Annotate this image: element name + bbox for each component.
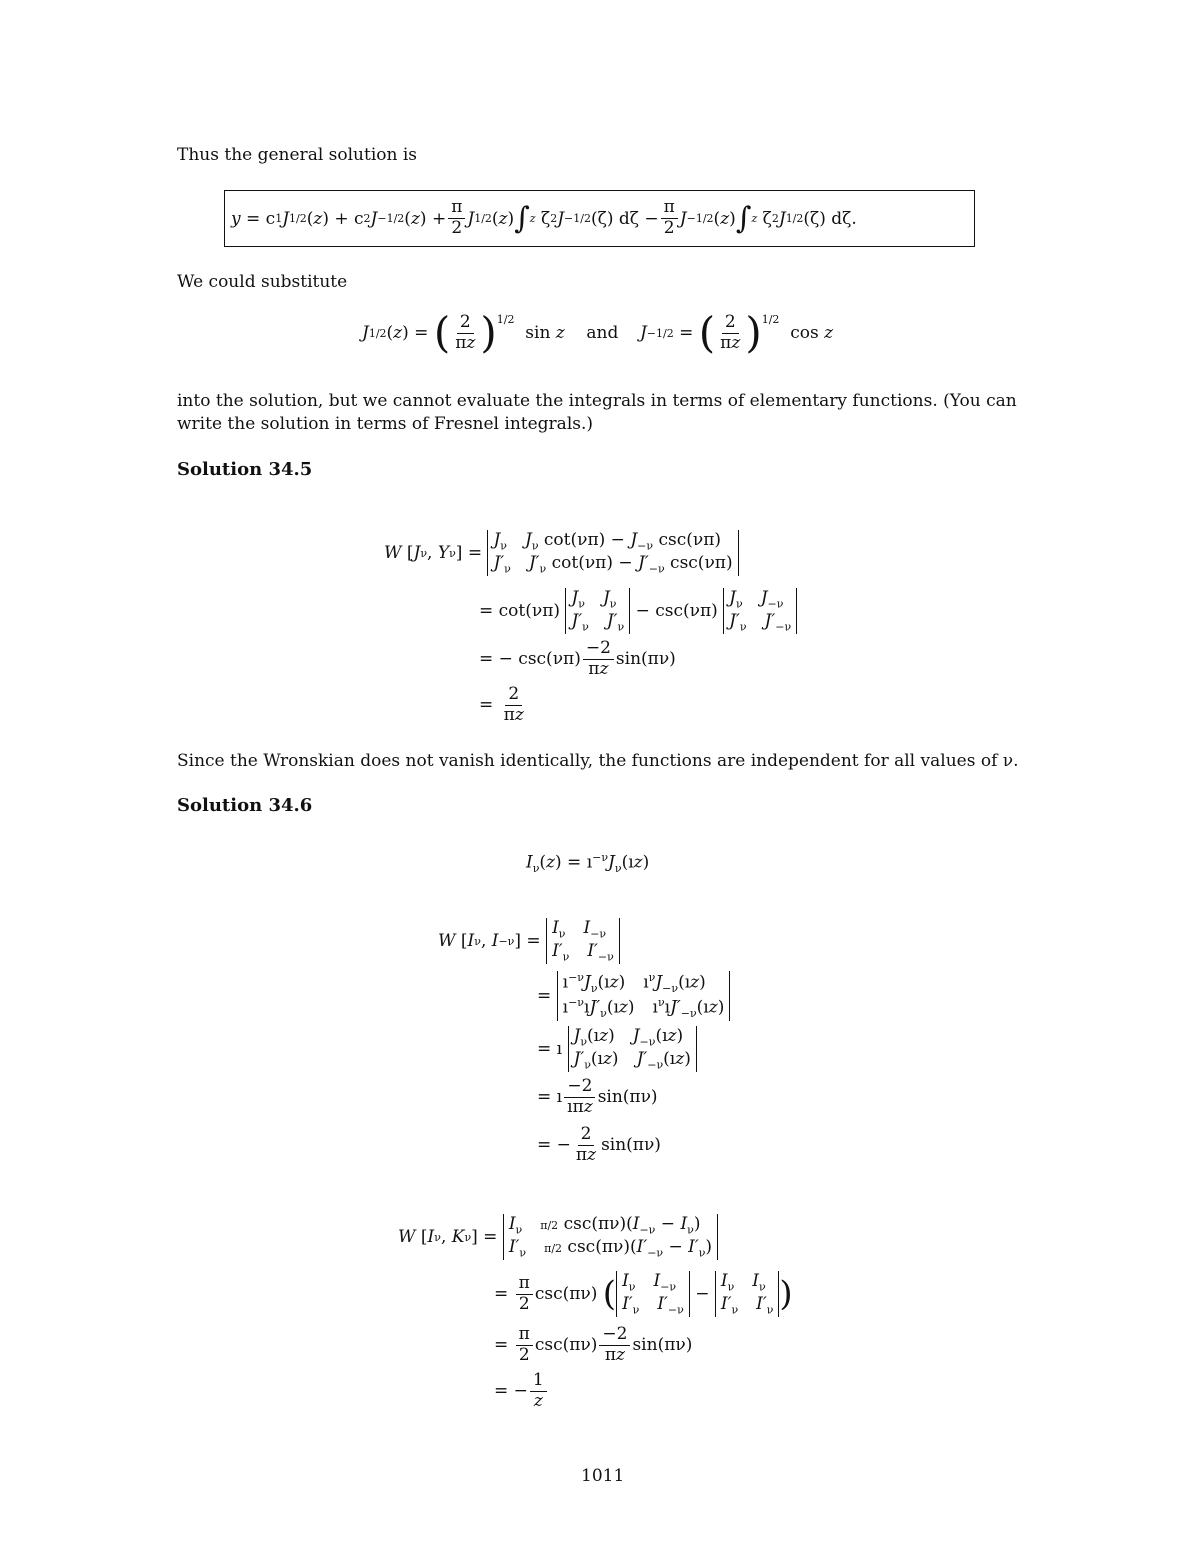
- substitute-text: We could substitute: [177, 272, 348, 292]
- wronskian-jy-line1: W [ J ν , Y ν ] = $J_\nu$ $J_\nu$ $\cot(\nu\pi) - J_{-\nu}$ csc(νπ) $J'_\nu$ $J'_\nu$ $\cot(\nu\pi) - J'_{-\nu}$ csc(νπ): [384, 530, 739, 576]
- integral-text-line1: into the solution, but we cannot evaluate the integrals in terms of elementary functions. (You can: [177, 391, 1017, 411]
- modified-bessel-definition: $I_\nu(z)$ = $ı^{-\nu}J_\nu(ız)$: [526, 851, 650, 876]
- wronskian-ik-line3: = $\frac{\pi}{2}$ csc(πν) $\frac{-2}{\pi z}$ sin(πν): [494, 1324, 693, 1365]
- wronskian-ii-line5: = − $\frac{2}{\pi z}$ sin(πν): [537, 1124, 661, 1165]
- page-number: 1011: [581, 1466, 625, 1486]
- integral-text-line2: write the solution in terms of Fresnel integrals.): [177, 414, 594, 434]
- wronskian-ii-line2: = $ı^{-\nu}J_\nu(ız)$ $ı^\nu J_{-\nu}(ız)$ $ı^{-\nu}ıJ'_\nu(ız)$ $ı^\nu ıJ'_{-\nu}(ız)$: [537, 971, 730, 1021]
- intro-text: Thus the general solution is: [177, 145, 418, 165]
- wronskian-ik-line2: = $\frac{\pi}{2}$ csc(πν) ( $I_\nu$ $I_{-\nu}$ $I'_\nu$ $I'_{-\nu}$ − $I_\nu$ $I_\nu$ $I'_\nu$ $I'_\nu$ ): [494, 1271, 793, 1317]
- wronskian-jy-line2: = cot(νπ) $J_\nu$ $J_\nu$ $J'_\nu$ $J'_\nu$ − csc(νπ) $J_\nu$ $J_{-\nu}$ $J'_\nu$ $J'_{-\nu}$: [479, 588, 797, 634]
- wronskian-ik-line1: W [ I ν , K ν ] = $I_\nu$ π/2 $\csc(\pi\nu)(I_{-\nu} - I_\nu)$ $I'_\nu$ π/2 $\csc(\pi\nu)(I'_{-\nu} - I'_\nu)$: [398, 1214, 718, 1260]
- wronskian-ii-line3: = ı $J_\nu(ız)$ $J_{-\nu}(ız)$ $J'_\nu(ız)$ $J'_{-\nu}(ız)$: [537, 1026, 697, 1072]
- wronskian-jy-line4: = $\frac{2}{\pi z}$: [479, 684, 524, 725]
- wronskian-ik-line4: = − $\frac{1}{z}$: [494, 1372, 549, 1411]
- solution-34-5-heading: Solution 34.5: [177, 459, 313, 480]
- wronskian-jy-line3: = − csc(νπ) $\frac{-2}{\pi z}$ sin(πν): [479, 638, 676, 679]
- general-solution-equation: y = c 1 J 1/2 ( z ) + c 2 J −1/2 ( z ) + $\frac{\pi}{2}$ J 1/2 ( z ) ∫ z ζ 2 J −1/2 (ζ) dζ − $\frac{\pi}{2}$ J −1/2 ( z ) ∫ z ζ 2 J 1/2 (ζ) dζ.: [224, 190, 975, 247]
- wronskian-ii-line4: = ı $\frac{-2}{\text{ıπz}}$ sin(πν): [537, 1076, 658, 1117]
- wronskian-conclusion-text: Since the Wronskian does not vanish identically, the functions are independent for all values of ν.: [177, 751, 1019, 771]
- wronskian-ii-line1: W [ I ν , I −ν ] = $I_\nu$ $I_{-\nu}$ $I'_\nu$ $I'_{-\nu}$: [438, 918, 620, 964]
- solution-34-6-heading: Solution 34.6: [177, 795, 313, 816]
- bessel-half-order-equation: J 1/2 ( z ) = ( $\frac{2}{\pi z}$ ) $^{1/2}$ sin z and J −1/2 = ( $\frac{2}{\pi z}$ ) $^{1/2}$ cos z: [362, 308, 834, 357]
